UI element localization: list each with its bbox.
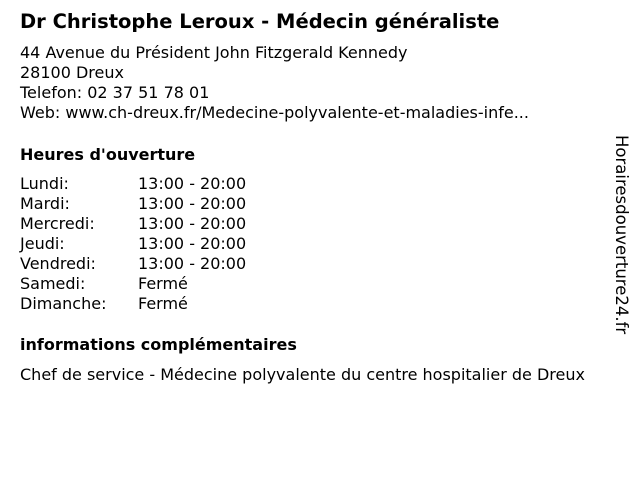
day-label: Mercredi:: [20, 214, 95, 233]
hours-row-friday: [20, 254, 246, 274]
page-title: Dr Christophe Leroux - Médecin généraliste: [20, 10, 500, 33]
address-city: 28100 Dreux: [20, 63, 124, 82]
hours-row-tuesday: [20, 194, 246, 214]
hours-row-thursday: [20, 234, 246, 254]
hours-value: 13:00 - 20:00: [138, 194, 247, 213]
hours-row-sunday: [20, 294, 246, 314]
hours-row-monday: [20, 174, 246, 194]
hours-value: 13:00 - 20:00: [138, 254, 247, 273]
day-label: Dimanche:: [20, 294, 107, 313]
day-label: Lundi:: [20, 174, 69, 193]
hours-value: Fermé: [138, 274, 188, 293]
additional-info-text: Chef de service - Médecine polyvalente du centre hospitalier de Dreux: [20, 365, 585, 384]
hours-row-wednesday: [20, 214, 246, 234]
hours-value: Fermé: [138, 294, 188, 313]
day-label: Mardi:: [20, 194, 70, 213]
website-link[interactable]: Web: www.ch-dreux.fr/Medecine-polyvalente-et-maladies-infe...: [20, 103, 529, 122]
hours-row-saturday: [20, 274, 246, 294]
day-label: Jeudi:: [20, 234, 65, 253]
hours-value: 13:00 - 20:00: [138, 234, 247, 253]
additional-info-heading: informations complémentaires: [20, 335, 297, 354]
site-watermark: Horairesdouverture24.fr: [612, 135, 631, 335]
day-label: Samedi:: [20, 274, 86, 293]
phone-number: Telefon: 02 37 51 78 01: [20, 83, 210, 102]
hours-value: 13:00 - 20:00: [138, 214, 247, 233]
opening-hours-heading: Heures d'ouverture: [20, 145, 196, 164]
opening-hours-table: [20, 174, 246, 314]
contact-block: [20, 43, 529, 123]
day-label: Vendredi:: [20, 254, 96, 273]
address-street: 44 Avenue du Président John Fitzgerald Kennedy: [20, 43, 408, 62]
hours-value: 13:00 - 20:00: [138, 174, 247, 193]
